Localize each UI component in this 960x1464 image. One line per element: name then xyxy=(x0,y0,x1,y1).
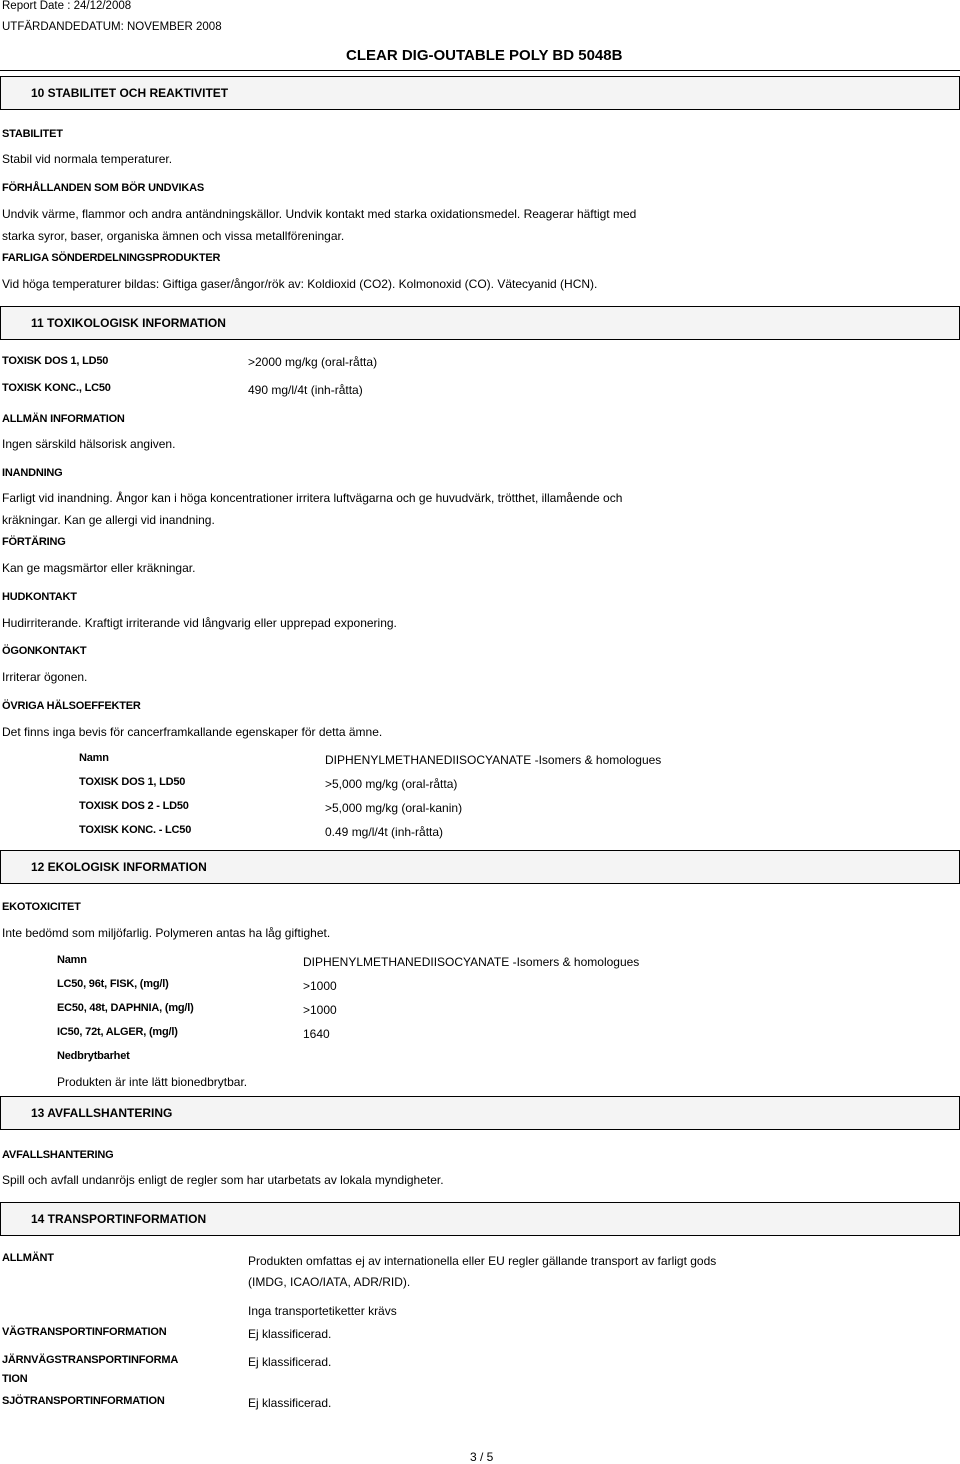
waste-text: Spill och avfall undanröjs enligt de regler som har utarbetats av lokala myndigheter. xyxy=(2,1173,444,1187)
inhalation-text-line2: kräkningar. Kan ge allergi vid inandning. xyxy=(2,513,215,527)
tox-table-row-label: Namn xyxy=(79,752,109,764)
report-date: Report Date : 24/12/2008 xyxy=(2,0,132,12)
stability-text: Stabil vid normala temperaturer. xyxy=(2,152,173,166)
transport-general-line3: Inga transportetiketter krävs xyxy=(248,1304,397,1318)
section-10-header xyxy=(0,76,960,110)
section-10-title: 10 STABILITET OCH REAKTIVITET xyxy=(31,86,229,100)
degradability-text: Produkten är inte lätt bionedbrytbar. xyxy=(57,1075,248,1089)
eco-table-row-value: DIPHENYLMETHANEDIISOCYANATE -Isomers & homologues xyxy=(303,955,640,969)
tox-table-row-value: 0.49 mg/l/4t (inh-råtta) xyxy=(325,825,444,839)
section-11-title: 11 TOXIKOLOGISK INFORMATION xyxy=(31,316,226,330)
road-transport-value: Ej klassificerad. xyxy=(248,1327,332,1341)
tox-table-row-label: TOXISK DOS 1, LD50 xyxy=(79,776,186,788)
eco-table-row-value: >1000 xyxy=(303,1003,337,1017)
rail-transport-label-line2: TION xyxy=(2,1373,28,1385)
header-divider xyxy=(0,70,960,71)
eye-contact-label: ÖGONKONTAKT xyxy=(2,645,87,657)
page-number: 3 / 5 xyxy=(470,1450,494,1464)
tox-table-row-label: TOXISK DOS 2 - LD50 xyxy=(79,800,189,812)
ingestion-label: FÖRTÄRING xyxy=(2,536,66,548)
ingestion-text: Kan ge magsmärtor eller kräkningar. xyxy=(2,561,196,575)
transport-general-label: ALLMÄNT xyxy=(2,1252,54,1264)
general-info-text: Ingen särskild hälsorisk angiven. xyxy=(2,437,176,451)
sea-transport-label: SJÖTRANSPORTINFORMATION xyxy=(2,1395,165,1407)
transport-general-line1: Produkten omfattas ej av internationella eller EU regler gällande transport av farligt gods xyxy=(248,1254,717,1268)
eco-table-row-value: 1640 xyxy=(303,1027,330,1041)
section-13-title: 13 AVFALLSHANTERING xyxy=(31,1106,173,1120)
degradability-label: Nedbrytbarhet xyxy=(57,1050,130,1062)
tox-table-row-value: DIPHENYLMETHANEDIISOCYANATE -Isomers & homologues xyxy=(325,753,662,767)
eco-table-row-label: IC50, 72t, ALGER, (mg/l) xyxy=(57,1026,178,1038)
section-12-header xyxy=(0,850,960,884)
tox-conc-label: TOXISK KONC., LC50 xyxy=(2,382,111,394)
transport-general-line2: (IMDG, ICAO/IATA, ADR/RID). xyxy=(248,1275,411,1289)
decomposition-text: Vid höga temperaturer bildas: Giftiga gaser/ångor/rök av: Koldioxid (CO2). Kolmonoxid (CO). Vätecyanid (HCN). xyxy=(2,277,598,291)
tox-dose-1-value: >2000 mg/kg (oral-råtta) xyxy=(248,355,378,369)
issue-date: UTFÄRDANDEDATUM: NOVEMBER 2008 xyxy=(2,21,222,33)
section-11-header xyxy=(0,306,960,340)
stability-label: STABILITET xyxy=(2,128,63,140)
rail-transport-label-line1: JÄRNVÄGSTRANSPORTINFORMA xyxy=(2,1354,179,1366)
product-title: CLEAR DIG-OUTABLE POLY BD 5048B xyxy=(346,47,623,64)
road-transport-label: VÄGTRANSPORTINFORMATION xyxy=(2,1326,167,1338)
skin-contact-text: Hudirriterande. Kraftigt irriterande vid långvarig eller upprepad exponering. xyxy=(2,616,397,630)
inhalation-text-line1: Farligt vid inandning. Ångor kan i höga koncentrationer irritera luftvägarna och ge huvudvärk, trötthet, illamående och xyxy=(2,491,623,505)
section-14-title: 14 TRANSPORTINFORMATION xyxy=(31,1212,207,1226)
tox-conc-value: 490 mg/l/4t (inh-råtta) xyxy=(248,383,363,397)
ecotoxicity-label: EKOTOXICITET xyxy=(2,901,81,913)
inhalation-label: INANDNING xyxy=(2,467,63,479)
ecotoxicity-text: Inte bedömd som miljöfarlig. Polymeren antas ha låg giftighet. xyxy=(2,926,331,940)
tox-table-row-value: >5,000 mg/kg (oral-kanin) xyxy=(325,801,463,815)
tox-table-row-value: >5,000 mg/kg (oral-råtta) xyxy=(325,777,458,791)
avoid-text-line1: Undvik värme, flammor och andra antändningskällor. Undvik kontakt med starka oxidationsmedel. Reagerar häftigt med xyxy=(2,207,637,221)
tox-table-row-label: TOXISK KONC. - LC50 xyxy=(79,824,192,836)
section-12-title: 12 EKOLOGISK INFORMATION xyxy=(31,860,207,874)
other-effects-text: Det finns inga bevis för cancerframkallande egenskaper för detta ämne. xyxy=(2,725,383,739)
eco-table-row-label: LC50, 96t, FISK, (mg/l) xyxy=(57,978,169,990)
skin-contact-label: HUDKONTAKT xyxy=(2,591,77,603)
section-14-header xyxy=(0,1202,960,1236)
sea-transport-value: Ej klassificerad. xyxy=(248,1396,332,1410)
eye-contact-text: Irriterar ögonen. xyxy=(2,670,88,684)
avoid-text-line2: starka syror, baser, organiska ämnen och vissa metallföreningar. xyxy=(2,229,345,243)
eco-table-row-value: >1000 xyxy=(303,979,337,993)
rail-transport-value: Ej klassificerad. xyxy=(248,1355,332,1369)
decomposition-label: FARLIGA SÖNDERDELNINGSPRODUKTER xyxy=(2,252,221,264)
general-info-label: ALLMÄN INFORMATION xyxy=(2,413,125,425)
avoid-label: FÖRHÅLLANDEN SOM BÖR UNDVIKAS xyxy=(2,182,204,194)
waste-label: AVFALLSHANTERING xyxy=(2,1149,114,1161)
other-effects-label: ÖVRIGA HÄLSOEFFEKTER xyxy=(2,700,141,712)
eco-table-row-label: Namn xyxy=(57,954,87,966)
section-13-header xyxy=(0,1096,960,1130)
tox-dose-1-label: TOXISK DOS 1, LD50 xyxy=(2,355,109,367)
eco-table-row-label: EC50, 48t, DAPHNIA, (mg/l) xyxy=(57,1002,194,1014)
